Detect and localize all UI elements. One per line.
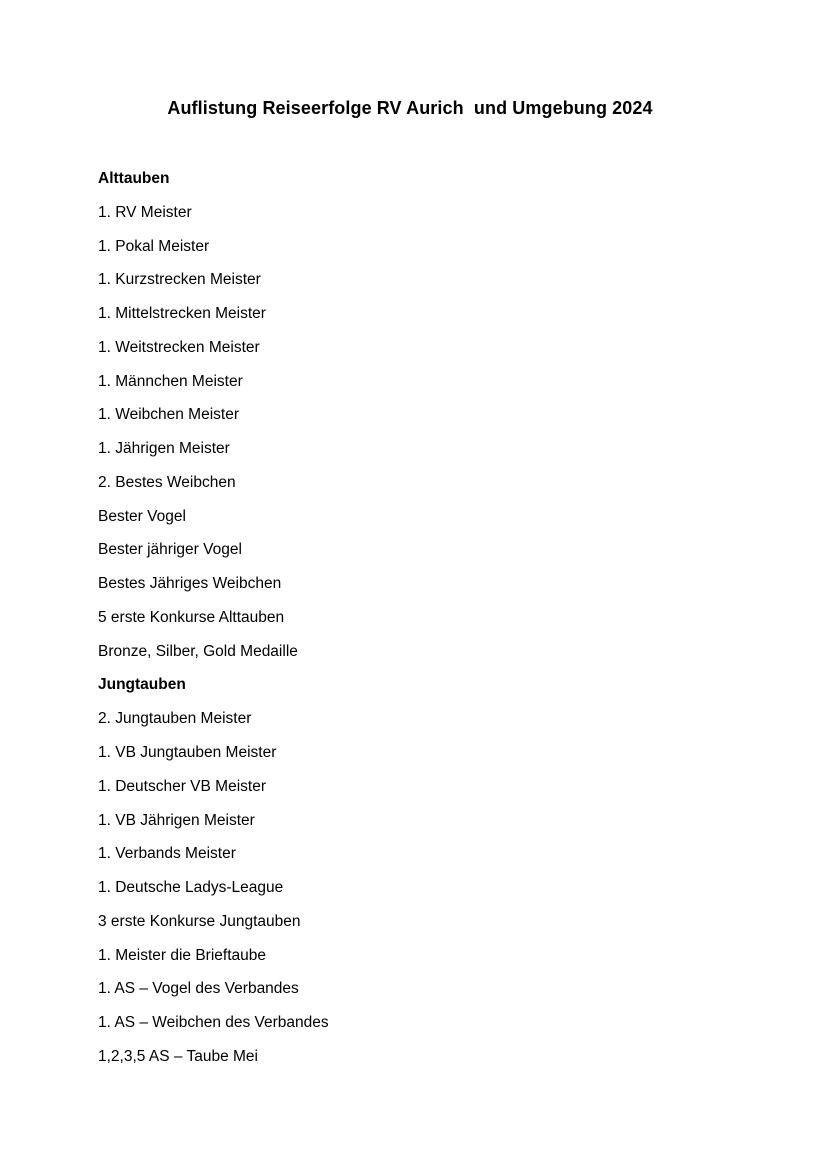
list-item: 2. Jungtauben Meister: [98, 710, 252, 728]
list-item: 1. RV Meister: [98, 203, 192, 221]
list-item: 1. Verbands Meister: [98, 845, 236, 863]
list-item: 1. VB Jungtauben Meister: [98, 744, 277, 762]
list-item: 1. Meister die Brieftaube: [98, 946, 267, 964]
list-item: Bester jähriger Vogel: [98, 541, 242, 559]
list-item: 1. Männchen Meister: [98, 372, 243, 390]
list-item: 1. Deutsche Ladys-League: [98, 879, 284, 897]
list-item: Bronze, Silber, Gold Medaille: [98, 642, 298, 660]
list-item: 1,2,3,5 AS – Taube Mei: [98, 1047, 258, 1065]
section-heading-jungtauben: Jungtauben: [98, 676, 186, 694]
list-item: 1. Pokal Meister: [98, 237, 210, 255]
list-item: 5 erste Konkurse Alttauben: [98, 608, 285, 626]
list-item: Bester Vogel: [98, 507, 186, 525]
list-item: 1. Mittelstrecken Meister: [98, 305, 266, 323]
list-item: 3 erste Konkurse Jungtauben: [98, 912, 301, 930]
list-item: Bestes Jähriges Weibchen: [98, 575, 282, 593]
document-body: [98, 162, 760, 1074]
list-item: 1. Weibchen Meister: [98, 406, 239, 424]
list-item: 1. Jährigen Meister: [98, 440, 230, 458]
list-item: 1. AS – Weibchen des Verbandes: [98, 1014, 329, 1032]
list-item: 1. Deutscher VB Meister: [98, 777, 266, 795]
list-item: 1. Kurzstrecken Meister: [98, 271, 261, 289]
list-item: 2. Bestes Weibchen: [98, 473, 236, 491]
list-item: 1. Weitstrecken Meister: [98, 338, 260, 356]
list-item: 1. VB Jährigen Meister: [98, 811, 255, 829]
section-heading-alttauben: Alttauben: [98, 170, 170, 187]
list-item: 1. AS – Vogel des Verbandes: [98, 980, 299, 998]
page-title: Auflistung Reiseerfolge RV Aurich und Umgebung 2024: [167, 98, 653, 118]
